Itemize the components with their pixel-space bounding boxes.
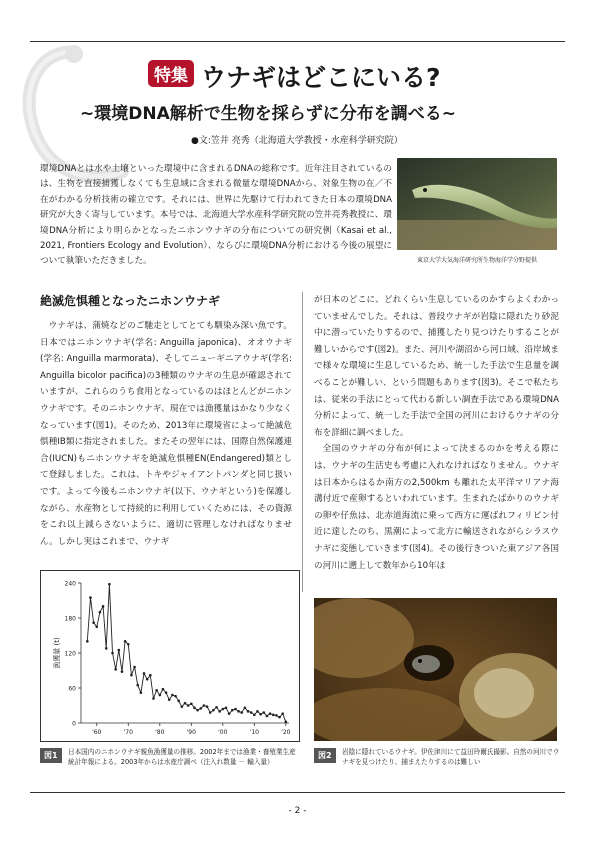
y-axis-label: 漁獲量 (t) [53,637,61,669]
data-point [136,684,139,687]
data-point [114,668,117,671]
data-point [259,713,262,716]
lead-paragraph: 環境DNAとは水や土壌といった環境中に含まれるDNAの総称です。近年注目されているのは、生物を直接捕獲しなくても生息域に含まれる微量な環境DNAから、対象生物の在／不在がわかる分析技術の確立です。それには、世界に先駆けて行われてきた日本の環境DNA研究が大きく寄与しています。本号では、北海道大学水産科学研究院の笠井亮秀教授に、環境DNA分析により明らかとなったニホンウナギの分布についての研究例（Kasai et al., 2021, Frontiers Ecology and Evolution）、ならびに環境DNA分析における今後の展望について執筆いただきました。 [40,164,392,267]
x-tick-label: '00 [218,729,228,736]
data-point [102,605,105,608]
data-point [140,691,143,694]
data-point [92,621,95,624]
data-point [155,689,158,692]
data-point [171,694,174,697]
data-point [234,708,237,711]
data-point [196,709,199,712]
bottom-rule [30,792,565,793]
figure-1-label: 図1 [40,748,62,763]
data-point [212,709,215,712]
data-point [108,583,111,586]
data-point [99,611,102,614]
y-tick-label: 0 [72,720,76,728]
data-point [133,666,136,669]
body-paragraph: 全国のウナギの分布が何によって決まるのかを考える際には、ウナギの生活史も考慮に入れなければなりません。ウナギは日本からはるか南方の2,500km も離れた太平洋マリアナ海溝付近で産卵するといわれています。生まれたばかりのウナギの卵や仔魚は、北赤道海流に乗って西方に運ばれフィリピン付近に達したのち、黒潮によって北方に輸送されながらシラスウナギに変態していきます(図4)。その後行きついた東アジア各国の河川に遡上して数年から10年ほ [314,444,559,571]
x-tick-label: '10 [249,729,259,736]
y-tick-label: 180 [64,615,76,623]
data-point [86,640,89,643]
catch-series-line [87,584,285,722]
author-line: ●文:笠井 亮秀（北海道大学教授・水産科学研究院） [191,136,403,146]
body-column-left: ウナギは、蒲焼などのご馳走としてとても馴染み深い魚です。日本ではニホンウナギ(学名: Anguilla japonica)、オオウナギ(学名: Anguilla marmorata)、そしてニューギニアウナギ(学名: Anguilla bicolor pacifica)の3種類のウナギの生息が確認されていますが、これらのうち食用となっているのはほとんどがニホンウナギです。そのニホンウナギ、現在では漁獲量はかなり少なくなっています(図1)。そのため、2013年に環境省によって絶滅危惧種IB類に指定されました。またその翌年には、国際自然保護連合(IUCN)もニホンウナギを絶滅危惧種EN(Endangered)類として登録しました。これは、トキやジャイアントパンダと同じ扱いです。よって今後もニホンウナギ(以下、ウナギという)を保護しながら、水産物として持続的に利用していくためには、その資源をこれ以上減らさないように、適切に管理しなければなりません。しかし実はこれまで、ウナギ [40,321,292,547]
data-point [240,711,243,714]
figure-1-chart [40,570,300,742]
data-point [177,700,180,703]
figure-2-label: 図2 [314,748,336,763]
data-point [152,697,155,700]
data-point [181,705,184,708]
body-paragraph: が日本のどこに、どれくらい生息しているのかすらよくわかっていませんでした。それは、普段ウナギが岩陰に隠れたり砂泥中に潜っていたりするので、捕獲したり見つけたりすることが難しいからです(図2)。また、河川や湖沼から河口域、沿岸域まで様々な環境に生息しているため、統一した手法で生息量を調べることが難しい、という問題もあります(図3)。そこで私たちは、従来の手法にとって代わる新しい調査手法である環境DNA分析によって、統一した手法で全国の河川におけるウナギの分布を詳細に調べました。 [314,295,559,438]
data-point [278,716,281,719]
section-heading: 絶滅危惧種となったニホンウナギ [40,294,221,308]
data-point [193,707,196,710]
data-point [118,649,121,652]
data-point [250,711,253,714]
data-point [146,678,149,681]
data-point [149,674,152,677]
data-point [203,704,206,707]
data-point [162,688,165,691]
article-subtitle: ~環境DNA解析で生物を採らずに分布を調べる~ [80,104,456,124]
y-tick-label: 240 [64,580,76,588]
data-point [168,698,171,701]
x-tick-label: '70 [123,729,133,736]
data-point [209,711,212,714]
data-point [237,710,240,713]
y-tick-label: 120 [64,650,76,658]
data-point [231,709,234,712]
data-point [124,640,127,643]
data-point [184,702,187,705]
data-point [266,715,269,718]
catch-chart-svg [41,571,299,741]
data-point [215,706,218,709]
x-tick-label: '60 [92,729,102,736]
data-point [105,647,108,650]
column-divider [302,292,303,592]
data-point [247,710,250,713]
data-point [174,695,177,698]
page-number: - 2 - [288,806,307,816]
data-point [281,712,284,715]
data-point [95,625,98,628]
data-point [143,672,146,675]
figure-2-caption: 岩陰に隠れているウナギ。伊佐津川にて益田玲爾氏撮影。自然の河川でウナギを見つけたり、捕まえたりするのは難しい [342,748,560,766]
data-point [111,652,114,655]
data-point [228,712,231,715]
feature-badge: 特集 [148,60,194,87]
body-column-right [314,292,559,574]
data-point [222,708,225,711]
photo-credit: 東京大学大気海洋研究所生物海洋学分野提供 [416,257,537,264]
y-tick-label: 60 [68,685,76,693]
data-point [285,721,288,724]
data-point [158,694,161,697]
article-title: ウナギはどこにいる? [201,63,441,92]
data-point [262,711,265,714]
top-rule [30,41,565,42]
data-point [272,714,275,717]
data-point [256,710,259,713]
data-point [218,710,221,713]
data-point [269,712,272,715]
data-point [206,705,209,708]
data-point [89,596,92,599]
data-point [121,670,124,673]
data-point [244,707,247,710]
data-point [199,707,202,710]
x-tick-label: '90 [186,729,196,736]
figure-1-caption: 日本国内のニホンウナギ親魚漁獲量の推移。2002年までは漁業・養殖業生産統計年報による。2003年からは水産庁調べ（注入れ数量 － 輸入量） [68,748,296,766]
data-point [165,691,168,694]
data-point [253,714,256,717]
data-point [190,702,193,705]
data-point [187,704,190,707]
x-tick-label: '80 [155,729,165,736]
data-point [225,707,228,710]
eel-hiding-photo [314,598,557,741]
data-point [127,643,130,646]
x-tick-label: '20 [281,729,291,736]
data-point [130,674,133,677]
eel-photo [397,158,557,250]
data-point [275,714,278,717]
